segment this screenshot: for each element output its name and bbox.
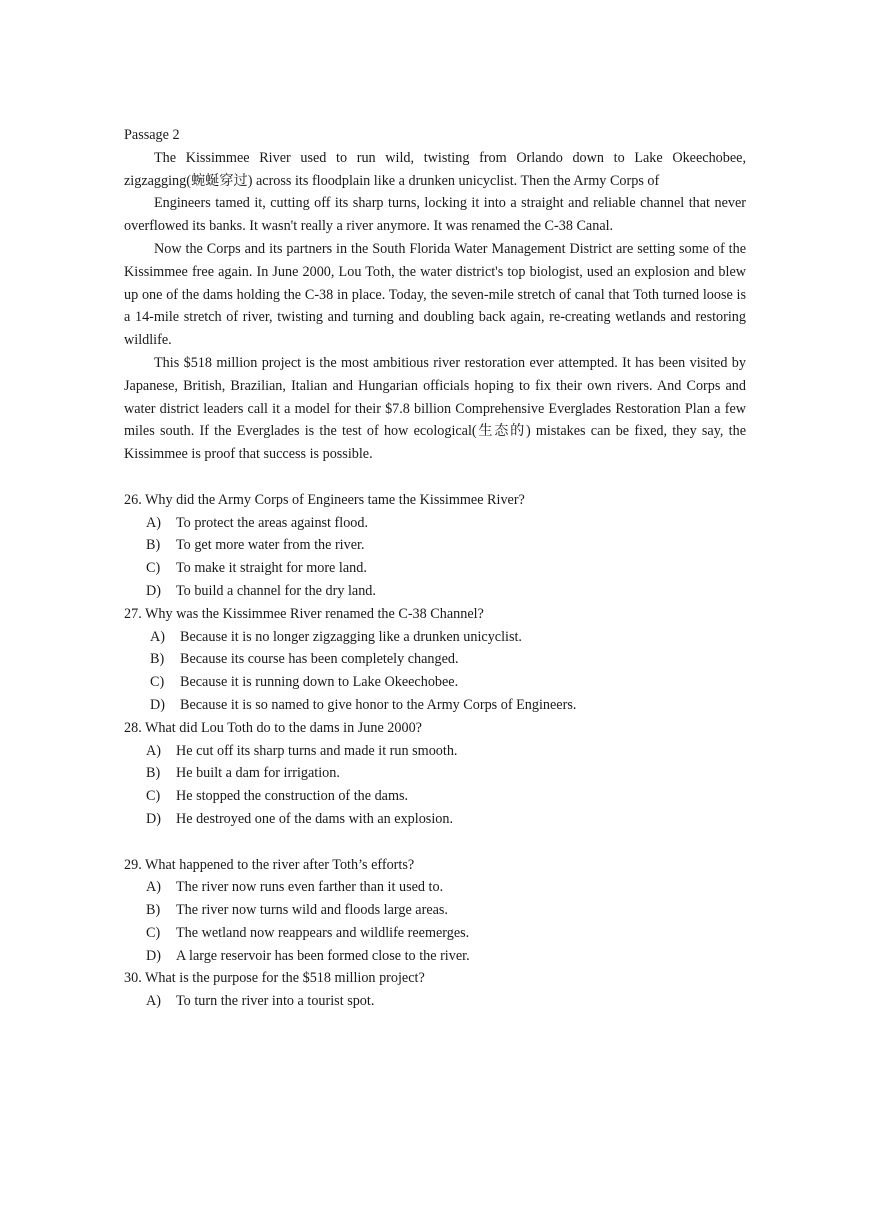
option-a: [124, 512, 746, 535]
option-letter: C): [146, 788, 161, 805]
question-28: [124, 717, 746, 831]
option-letter: A): [146, 514, 161, 531]
option-d: [124, 580, 746, 603]
option-text: The river now turns wild and floods large areas.: [176, 902, 448, 919]
option-a: [124, 626, 746, 649]
option-text: The wetland now reappears and wildlife reemerges.: [176, 924, 470, 941]
option-d: [124, 945, 746, 968]
option-text: He built a dam for irrigation.: [176, 765, 340, 782]
option-text: To make it straight for more land.: [176, 560, 367, 577]
option-letter: D): [146, 810, 161, 827]
option-c: [124, 922, 746, 945]
option-text: He destroyed one of the dams with an explosion.: [176, 810, 453, 827]
passage-paragraph-4: This $518 million project is the most ambitious river restoration ever attempted. It has been visited by Japanese, British, Brazilian, Italian and Hungarian officials hoping to fix their own rivers. And Corps and water district leaders call it a model for their $7.8 billion Comprehensive Everglades Restoration Plan a few miles south. If the Everglades is the test of how ecological(生态的) mistakes can be fixed, they say, the Kissimmee is proof that success is possible.: [124, 354, 746, 463]
option-b: [124, 534, 746, 557]
option-c: [124, 785, 746, 808]
option-letter: C): [150, 674, 165, 691]
option-letter: D): [146, 947, 161, 964]
option-letter: B): [150, 651, 165, 668]
option-letter: C): [146, 924, 161, 941]
option-d: [124, 808, 746, 831]
option-b: [124, 762, 746, 785]
passage-title: Passage 2: [124, 127, 180, 143]
option-letter: B): [146, 765, 161, 782]
passage-paragraph-2: Engineers tamed it, cutting off its sharp turns, locking it into a straight and reliable channel that never overflowed its banks. It wasn't really a river anymore. It was renamed the C-38 Canal.: [124, 195, 746, 235]
option-text: A large reservoir has been formed close to the river.: [176, 947, 470, 964]
option-letter: D): [146, 582, 161, 599]
option-text: He stopped the construction of the dams.: [176, 788, 409, 805]
option-text: He cut off its sharp turns and made it run smooth.: [176, 742, 458, 759]
option-a: [124, 876, 746, 899]
option-d: [124, 694, 746, 717]
option-letter: D): [150, 696, 165, 713]
option-letter: B): [146, 537, 161, 554]
spacer: [124, 831, 746, 854]
option-a: [124, 990, 746, 1013]
option-letter: C): [146, 560, 161, 577]
option-text: Because it is no longer zigzagging like a drunken unicyclist.: [180, 628, 522, 645]
question-stem: 29. What happened to the river after Toth’s efforts?: [124, 856, 415, 873]
document-page: [124, 124, 746, 1013]
passage-paragraph-3: Now the Corps and its partners in the South Florida Water Management District are setting some of the Kissimmee free again. In June 2000, Lou Toth, the water district's top biologist, used an explosion and blew up one of the dams holding the C-38 in place. Today, the seven-mile stretch of canal that Toth turned loose is a 14-mile stretch of river, twisting and turning and doubling back again, re-creating wetlands and restoring wildlife.: [124, 240, 746, 349]
option-a: [124, 740, 746, 763]
question-26: [124, 489, 746, 603]
question-30: [124, 967, 746, 1013]
option-letter: A): [146, 993, 161, 1010]
option-letter: A): [150, 628, 165, 645]
option-text: Because it is running down to Lake Okeechobee.: [180, 674, 459, 691]
question-stem: 28. What did Lou Toth do to the dams in June 2000?: [124, 719, 422, 736]
option-text: Because it is so named to give honor to the Army Corps of Engineers.: [180, 696, 577, 713]
option-text: To protect the areas against flood.: [176, 514, 369, 531]
passage-paragraph-1: The Kissimmee River used to run wild, twisting from Orlando down to Lake Okeechobee, zigzagging(蜿蜒穿过) across its floodplain like a drunken unicyclist. Then the Army Corps of: [124, 149, 746, 189]
question-29: [124, 854, 746, 968]
option-b: [124, 899, 746, 922]
question-stem: 27. Why was the Kissimmee River renamed the C-38 Channel?: [124, 605, 484, 622]
option-text: To build a channel for the dry land.: [176, 582, 376, 599]
option-text: To turn the river into a tourist spot.: [176, 993, 375, 1010]
question-stem: 30. What is the purpose for the $518 million project?: [124, 970, 425, 987]
spacer: [124, 466, 746, 489]
option-b: [124, 648, 746, 671]
option-letter: A): [146, 879, 161, 896]
option-letter: B): [146, 902, 161, 919]
option-c: [124, 557, 746, 580]
question-stem: 26. Why did the Army Corps of Engineers tame the Kissimmee River?: [124, 491, 525, 508]
option-letter: A): [146, 742, 161, 759]
option-text: The river now runs even farther than it used to.: [176, 879, 444, 896]
option-c: [124, 671, 746, 694]
option-text: To get more water from the river.: [176, 537, 365, 554]
option-text: Because its course has been completely changed.: [180, 651, 459, 668]
question-27: [124, 603, 746, 717]
